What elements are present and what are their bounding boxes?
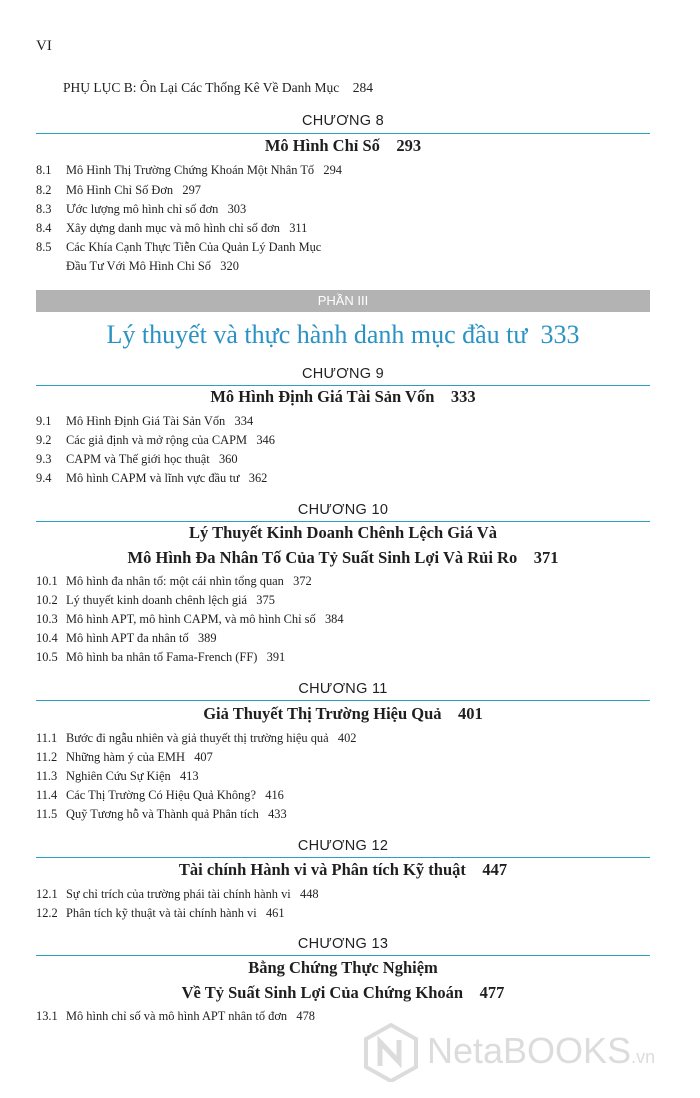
chapter-11-rule bbox=[36, 700, 650, 701]
toc-entry-9-3: 9.3 CAPM và Thế giới học thuật 360 bbox=[36, 452, 238, 466]
toc-entry-8-5-cont: Đầu Tư Với Mô Hình Chỉ Số 320 bbox=[66, 259, 239, 273]
page-number: VI bbox=[36, 38, 52, 54]
chapter-11-heading: CHƯƠNG 11 bbox=[298, 681, 388, 697]
toc-entry-11-3: 11.3 Nghiên Cứu Sự Kiện 413 bbox=[36, 769, 199, 783]
toc-entry-12-1: 12.1 Sự chỉ trích của trường phái tài chính hành vi 448 bbox=[36, 887, 319, 901]
chapter-8-rule bbox=[36, 133, 650, 134]
part-page: 333 bbox=[540, 320, 580, 349]
chapter-10-page: 371 bbox=[533, 548, 559, 567]
chapter-9-heading: CHƯƠNG 9 bbox=[301, 366, 384, 382]
chapter-9-title: Mô Hình Định Giá Tài Sản Vốn 333 bbox=[210, 387, 476, 406]
chapter-13-rule bbox=[36, 955, 650, 956]
chapter-10-title-line-1: Lý Thuyết Kinh Doanh Chênh Lệch Giá Và bbox=[189, 523, 497, 542]
toc-entry-10-1: 10.1 Mô hình đa nhân tố: một cái nhìn tổng quan 372 bbox=[36, 574, 312, 588]
toc-entry-13-1: 13.1 Mô hình chỉ số và mô hình APT nhân tố đơn 478 bbox=[36, 1009, 315, 1023]
chapter-8-heading: CHƯƠNG 8 bbox=[301, 113, 384, 129]
chapter-11-page: 401 bbox=[458, 704, 483, 723]
part-band: PHẦN III bbox=[36, 290, 650, 312]
toc-entry-8-5: 8.5 Các Khía Cạnh Thực Tiễn Của Quản Lý Danh Mục bbox=[36, 240, 322, 254]
toc-entry-8-3: 8.3 Ước lượng mô hình chỉ số đơn 303 bbox=[36, 202, 247, 216]
toc-entry-8-1: 8.1 Mô Hình Thị Trường Chứng Khoán Một Nhân Tố 294 bbox=[36, 163, 342, 177]
appendix-title: PHỤ LỤC B: Ôn Lại Các Thống Kê Về Danh Mục bbox=[63, 80, 340, 95]
toc-entry-9-1: 9.1 Mô Hình Định Giá Tài Sản Vốn 334 bbox=[36, 414, 254, 428]
toc-entry-10-3: 10.3 Mô hình APT, mô hình CAPM, và mô hình Chỉ số 384 bbox=[36, 612, 344, 626]
chapter-10-title-line-2: Mô Hình Đa Nhân Tố Của Tỷ Suất Sinh Lợi Và Rủi Ro 371 bbox=[127, 548, 559, 567]
toc-entry-11-2: 11.2 Những hàm ý của EMH 407 bbox=[36, 750, 213, 764]
appendix-page: 284 bbox=[352, 80, 373, 95]
watermark-text: NetaBOOKS.vn bbox=[427, 1030, 656, 1071]
chapter-12-page: 447 bbox=[482, 860, 508, 879]
toc-entry-9-2: 9.2 Các giả định và mở rộng của CAPM 346 bbox=[36, 433, 275, 447]
chapter-8-title: Mô Hình Chỉ Số 293 bbox=[264, 136, 422, 155]
chapter-13-title-line-1: Bằng Chứng Thực Nghiệm bbox=[248, 958, 438, 977]
toc-entry-12-2: 12.2 Phân tích kỹ thuật và tài chính hành vi 461 bbox=[36, 906, 285, 920]
chapter-12-rule bbox=[36, 857, 650, 858]
toc-entry-9-4: 9.4 Mô hình CAPM và lĩnh vực đầu tư 362 bbox=[36, 471, 268, 485]
toc-entry-11-5: 11.5 Quỹ Tương hỗ và Thành quả Phân tích 433 bbox=[36, 807, 287, 821]
chapter-12-title: Tài chính Hành vi và Phân tích Kỹ thuật 447 bbox=[178, 860, 508, 879]
chapter-10-heading: CHƯƠNG 10 bbox=[297, 502, 389, 518]
chapter-13-page: 477 bbox=[479, 983, 505, 1002]
toc-entry-11-1: 11.1 Bước đi ngẫu nhiên và giả thuyết thị trường hiệu quả 402 bbox=[36, 731, 357, 745]
chapter-10-rule bbox=[36, 521, 650, 522]
toc-entry-10-2: 10.2 Lý thuyết kinh doanh chênh lệch giá 375 bbox=[36, 593, 275, 607]
chapter-9-rule bbox=[36, 385, 650, 386]
chapter-8-page: 293 bbox=[396, 136, 422, 155]
chapter-11-title: Giả Thuyết Thị Trường Hiệu Quả 401 bbox=[203, 704, 483, 723]
toc-entry-11-4: 11.4 Các Thị Trường Có Hiệu Quả Không? 416 bbox=[36, 788, 284, 802]
part-title: Lý thuyết và thực hành danh mục đầu tư 333 bbox=[106, 320, 580, 349]
appendix-entry bbox=[63, 80, 373, 96]
chapter-12-heading: CHƯƠNG 12 bbox=[297, 838, 389, 854]
toc-entry-10-5: 10.5 Mô hình ba nhân tố Fama-French (FF) 391 bbox=[36, 650, 286, 664]
chapter-9-page: 333 bbox=[450, 387, 476, 406]
toc-entry-8-4: 8.4 Xây dựng danh mục và mô hình chỉ số đơn 311 bbox=[36, 221, 308, 235]
chapter-13-heading: CHƯƠNG 13 bbox=[297, 936, 389, 952]
toc-entry-10-4: 10.4 Mô hình APT đa nhân tố 389 bbox=[36, 631, 217, 645]
chapter-13-title-line-2: Về Tỷ Suất Sinh Lợi Của Chứng Khoán 477 bbox=[181, 983, 505, 1002]
toc-entry-8-2: 8.2 Mô Hình Chỉ Số Đơn 297 bbox=[36, 183, 201, 197]
netabooks-logo-icon bbox=[363, 1022, 419, 1082]
